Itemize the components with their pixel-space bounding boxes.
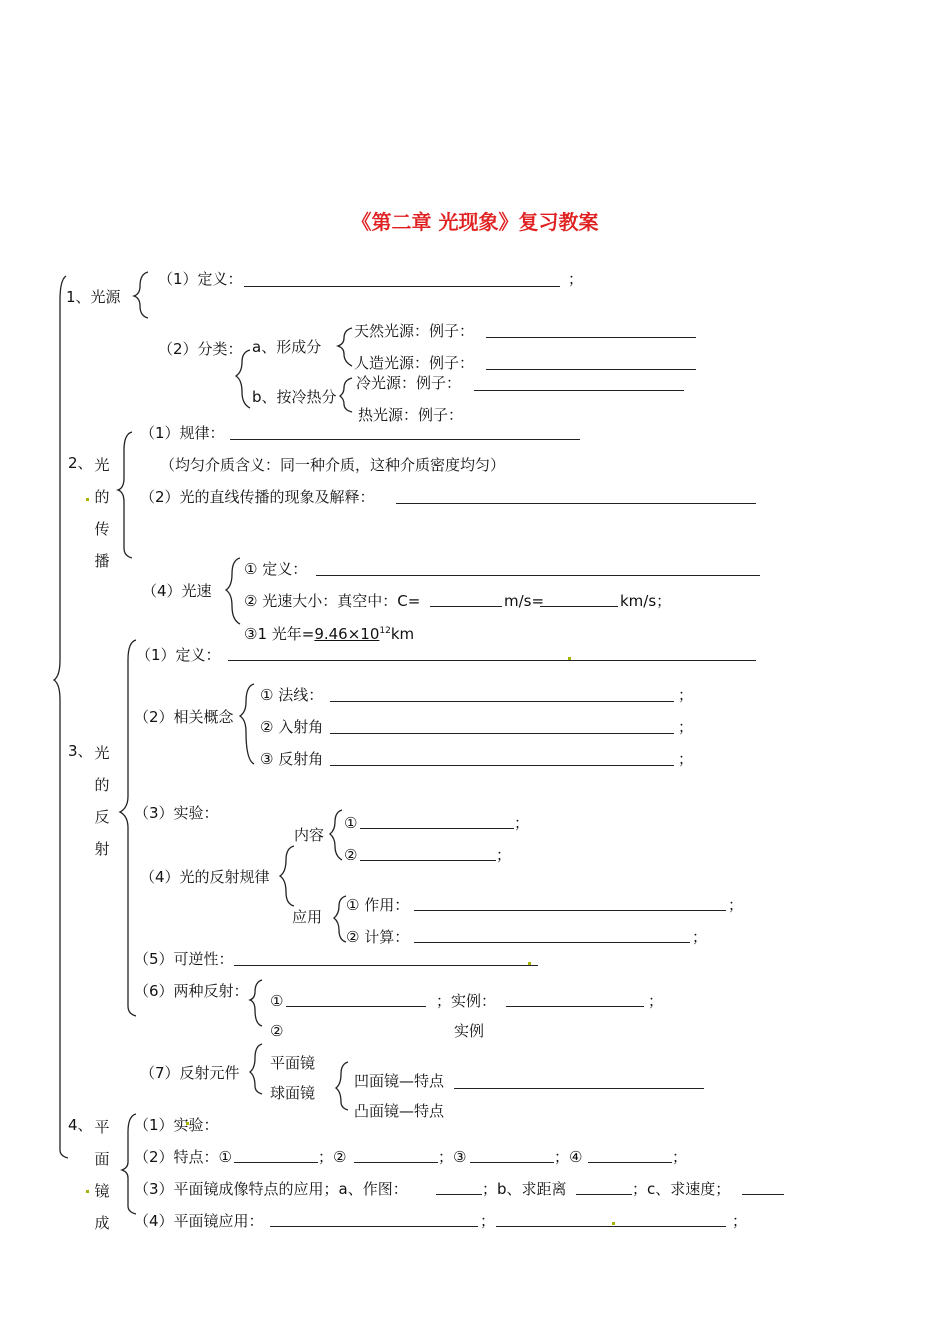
- s3-normal-blank[interactable]: [330, 701, 674, 702]
- s2-speed-definition: ① 定义：: [244, 560, 308, 578]
- s3-reversibility-label: （5）可逆性：: [134, 950, 234, 968]
- s3-function-label: ① 作用：: [346, 896, 410, 914]
- s2-speed-kms-unit: km/s；: [620, 592, 672, 610]
- s1-definition-label: （1）定义：: [158, 270, 243, 288]
- s3-normal-label: ① 法线：: [260, 686, 324, 704]
- mark-dot: [86, 498, 89, 501]
- section-1-label: 1、光源: [66, 288, 121, 306]
- s4-semicolon: ；: [480, 1212, 496, 1230]
- s2-speed-definition-blank[interactable]: [316, 575, 760, 576]
- s3-element-label: （7）反射元件: [140, 1064, 240, 1082]
- s1-definition-blank[interactable]: [244, 286, 560, 287]
- s4-feature-4-blank[interactable]: [588, 1162, 672, 1163]
- s1-class-b: b、按冷热分: [252, 388, 337, 406]
- s3-semicolon: ；: [514, 814, 530, 832]
- mark-dot: [612, 1222, 615, 1225]
- s3-semicolon: ；: [496, 846, 512, 864]
- s2-speed-value: ② 光速大小：真空中：C=: [244, 592, 421, 610]
- s3-spherical-mirror: 球面镜: [270, 1084, 316, 1102]
- s2-law-blank[interactable]: [230, 439, 580, 440]
- s3-content-1-blank[interactable]: [360, 828, 514, 829]
- s4-distance-blank[interactable]: [576, 1194, 632, 1195]
- section-4-char: 镜: [94, 1182, 110, 1200]
- section-2-num: 2、: [68, 454, 93, 472]
- s3-semicolon: ；: [678, 750, 694, 768]
- section-4-char: 成: [94, 1214, 110, 1232]
- section-4-char: 面: [94, 1150, 110, 1168]
- s4-drawing-blank[interactable]: [436, 1194, 482, 1195]
- s4-semicolon: ；: [732, 1212, 748, 1230]
- s3-calculation-blank[interactable]: [414, 942, 690, 943]
- s3-application-label: 应用: [292, 908, 323, 926]
- s3-reflection-angle-label: ③ 反射角: [260, 750, 324, 768]
- s4-speed-blank[interactable]: [742, 1194, 784, 1195]
- section-3-num: 3、: [68, 742, 93, 760]
- s1-natural-source: 天然光源：例子：: [354, 322, 475, 340]
- s3-content-2: ②: [344, 846, 358, 864]
- s3-two-reflections-label: （6）两种反射：: [134, 982, 249, 1000]
- s3-semicolon: ；: [678, 718, 694, 736]
- s4-feature-2-label: ；②: [318, 1148, 347, 1166]
- s2-law-label: （1）规律：: [140, 424, 225, 442]
- s3-incidence-blank[interactable]: [330, 733, 674, 734]
- s3-reversibility-blank[interactable]: [234, 965, 538, 966]
- s4-feature-1-blank[interactable]: [234, 1162, 318, 1163]
- s3-content-1: ①: [344, 814, 358, 832]
- s4-feature-label: （2）特点：①: [134, 1148, 232, 1166]
- s3-definition-label: （1）定义：: [136, 646, 221, 664]
- s4-speed-label: ；c、求速度；: [632, 1180, 731, 1198]
- section-4-char: 平: [94, 1118, 110, 1136]
- s3-content-label: 内容: [294, 826, 325, 844]
- s1-artificial-source: 人造光源：例子：: [354, 354, 475, 372]
- section-2-char: 的: [94, 488, 110, 506]
- s1-cold-blank[interactable]: [474, 390, 684, 391]
- section-2-char: 光: [94, 456, 110, 474]
- s4-feature-3-label: ；③: [438, 1148, 467, 1166]
- s3-calculation-label: ② 计算：: [346, 928, 410, 946]
- s3-content-2-blank[interactable]: [360, 860, 496, 861]
- s1-cold-source: 冷光源：例子：: [356, 374, 462, 392]
- s2-speed-ms-unit: m/s=: [504, 592, 545, 610]
- section-3-char: 反: [94, 808, 110, 826]
- s4-feature-end: ；: [672, 1148, 688, 1166]
- s3-function-blank[interactable]: [414, 910, 726, 911]
- s3-example-1-blank[interactable]: [506, 1006, 644, 1007]
- s3-convex-mirror: 凸面镜—特点: [354, 1102, 445, 1120]
- s1-artificial-blank[interactable]: [486, 369, 696, 370]
- s3-semicolon: ；: [692, 928, 708, 946]
- s1-definition-end: ；: [568, 270, 584, 288]
- s3-definition-blank[interactable]: [228, 660, 756, 661]
- s2-phenomena-blank[interactable]: [396, 503, 756, 504]
- s3-incidence-label: ② 入射角: [260, 718, 324, 736]
- s4-application-label: （3）平面镜成像特点的应用；a、作图：: [134, 1180, 408, 1198]
- s3-reflection-type-1-blank[interactable]: [286, 1006, 426, 1007]
- s1-classification-label: （2）分类：: [158, 340, 243, 358]
- page-title: 《第二章 光现象》复习教案: [351, 210, 599, 234]
- s2-speed-label: （4）光速: [142, 582, 212, 600]
- s3-rule-label: （4）光的反射规律: [140, 868, 270, 886]
- s3-concave-mirror: 凹面镜—特点: [354, 1072, 445, 1090]
- s3-concave-blank[interactable]: [454, 1088, 704, 1089]
- s3-plane-mirror: 平面镜: [270, 1054, 316, 1072]
- s2-medium-note: （均匀介质含义：同一种介质，这种介质密度均匀）: [160, 456, 506, 474]
- s1-natural-blank[interactable]: [486, 337, 696, 338]
- s4-use-label: （4）平面镜应用：: [134, 1212, 264, 1230]
- s4-feature-2-blank[interactable]: [354, 1162, 438, 1163]
- light-year-value: 9.46×10: [314, 625, 380, 643]
- light-year-exponent: 12: [379, 626, 391, 636]
- light-year-prefix: ③1 光年=: [244, 625, 315, 643]
- s4-use-blank-2[interactable]: [496, 1226, 726, 1227]
- section-2-char: 传: [94, 520, 110, 538]
- s3-example-2-label: 实例: [454, 1022, 485, 1040]
- s2-phenomena-label: （2）光的直线传播的现象及解释：: [140, 488, 375, 506]
- s1-class-a: a、形成分: [252, 338, 322, 356]
- s3-concept-label: （2）相关概念: [134, 708, 234, 726]
- s3-reflection-type-1: ①: [270, 992, 284, 1010]
- section-3-char: 光: [94, 744, 110, 762]
- s2-speed-kms-blank[interactable]: [540, 606, 618, 607]
- s4-use-blank-1[interactable]: [270, 1226, 478, 1227]
- section-4-num: 4、: [68, 1116, 93, 1134]
- s2-speed-ms-blank[interactable]: [430, 606, 502, 607]
- s4-experiment-label: （1）实验：: [134, 1116, 219, 1134]
- s3-semicolon: ；: [728, 896, 744, 914]
- s4-distance-label: ；b、求距离: [482, 1180, 567, 1198]
- mark-dot: [86, 1190, 89, 1193]
- s3-semicolon: ；: [648, 992, 664, 1010]
- s3-semicolon: ；: [678, 686, 694, 704]
- s1-hot-source: 热光源：例子：: [358, 406, 464, 424]
- s4-feature-4-label: ；④: [554, 1148, 583, 1166]
- s2-light-year: [244, 622, 414, 643]
- section-2-char: 播: [94, 552, 110, 570]
- s3-reflection-angle-blank[interactable]: [330, 765, 674, 766]
- section-3-char: 的: [94, 776, 110, 794]
- light-year-unit: km: [390, 625, 415, 643]
- s3-example-label: ；实例：: [436, 992, 497, 1010]
- s4-feature-3-blank[interactable]: [470, 1162, 554, 1163]
- s3-reflection-type-2: ②: [270, 1022, 284, 1040]
- section-3-char: 射: [94, 840, 110, 858]
- s3-experiment-label: （3）实验：: [134, 804, 219, 822]
